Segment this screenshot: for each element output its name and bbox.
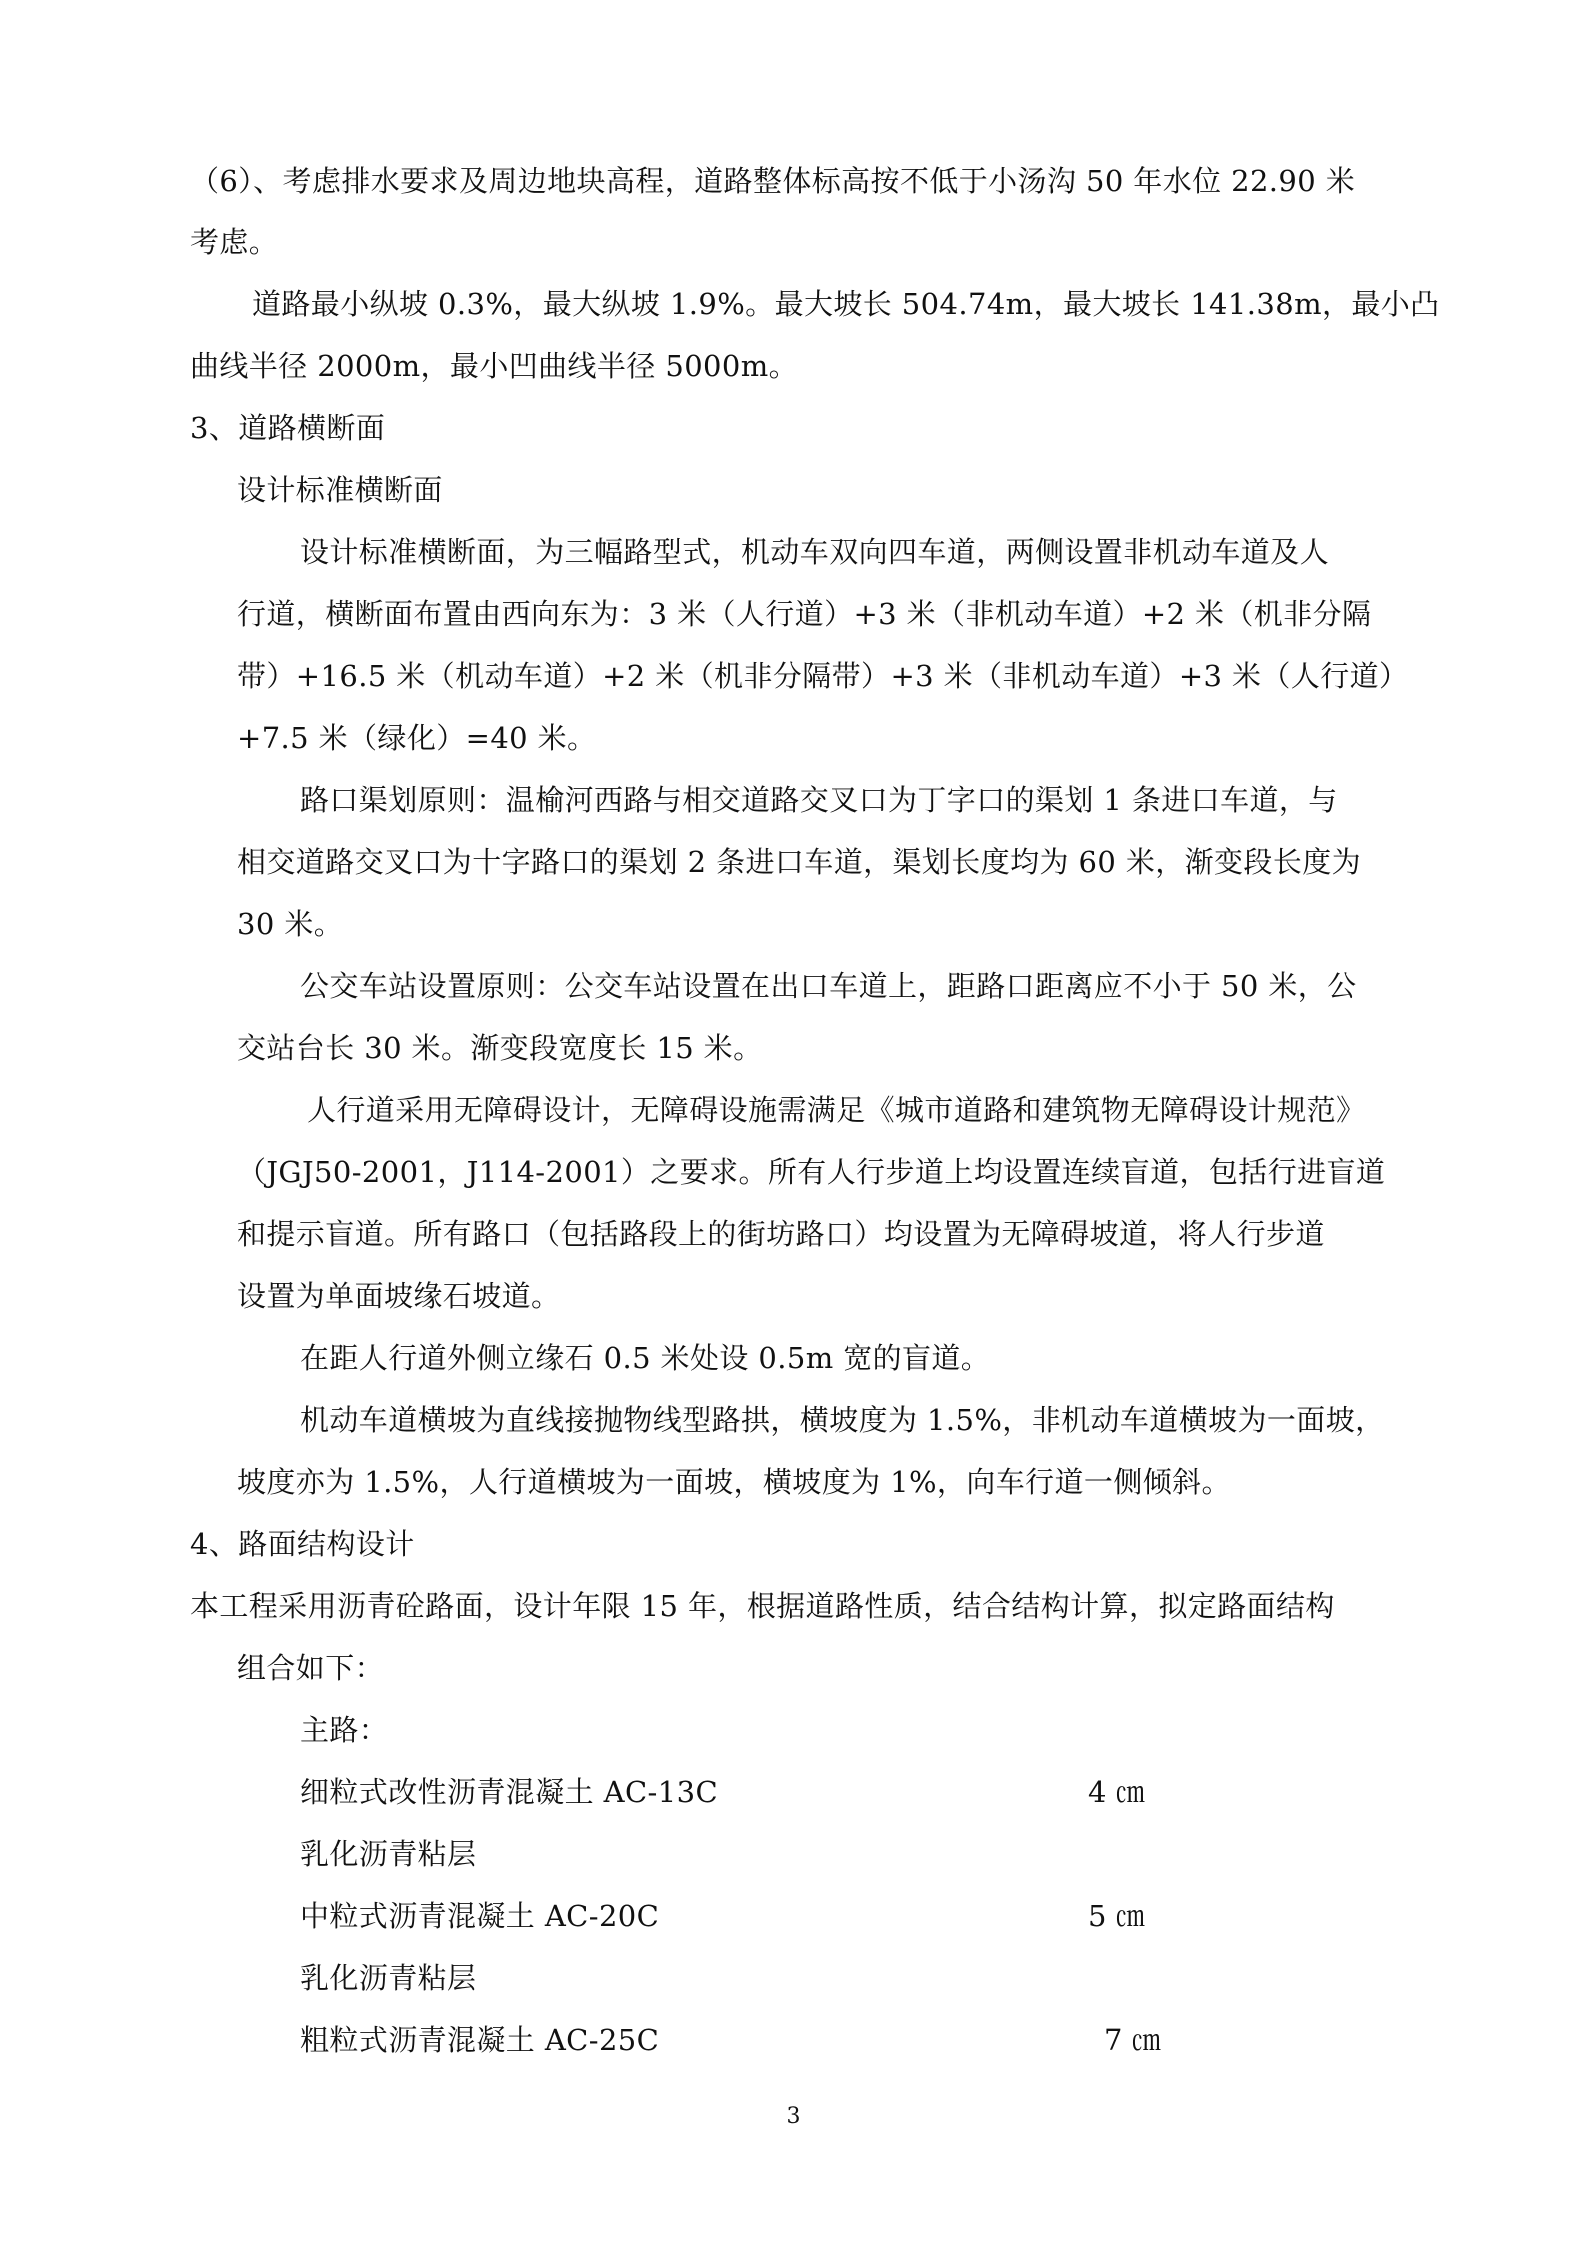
page-number: 3 — [786, 2104, 801, 2129]
standard-line-1: 设计标准横断面，为三幅路型式，机动车双向四车道，两侧设置非机动车道及人 — [300, 535, 1330, 569]
layer-thickness: 7 ㎝ — [1104, 2023, 1161, 2057]
accessible-line-2: （JGJ50-2001，J114-2001）之要求。所有人行步道上均设置连续盲道，包括行进盲道 — [237, 1155, 1386, 1189]
drainage-line-1: （6）、考虑排水要求及周边地块高程，道路整体标高按不低于小汤沟 50 年水位 22.90 米 — [190, 164, 1356, 198]
slope-line-1: 道路最小纵坡 0.3%，最大纵坡 1.9%。最大坡长 504.74m，最大坡长 141.38m，最小凸 — [252, 287, 1440, 321]
pavement-line-2: 组合如下： — [237, 1651, 385, 1685]
layer-name: 粗粒式沥青混凝土 AC-25C — [300, 2023, 660, 2057]
intersection-line-1: 路口渠划原则：温榆河西路与相交道路交叉口为丁字口的渠划 1 条进口车道，与 — [300, 783, 1338, 817]
layer-thickness: 4 ㎝ — [1088, 1775, 1145, 1809]
tactile-line: 在距人行道外侧立缘石 0.5 米处设 0.5m 宽的盲道。 — [300, 1341, 991, 1375]
pavement-line-1: 本工程采用沥青砼路面，设计年限 15 年，根据道路性质，结合结构计算，拟定路面结构 — [190, 1589, 1335, 1623]
bus-line-2: 交站台长 30 米。渐变段宽度长 15 米。 — [237, 1031, 763, 1065]
crossfall-line-2: 坡度亦为 1.5%，人行道横坡为一面坡，横坡度为 1%，向车行道一侧倾斜。 — [237, 1465, 1231, 1499]
accessible-line-4: 设置为单面坡缘石坡道。 — [237, 1279, 561, 1313]
slope-line-2: 曲线半径 2000m，最小凹曲线半径 5000m。 — [190, 349, 799, 383]
crossfall-line-1: 机动车道横坡为直线接抛物线型路拱，横坡度为 1.5%，非机动车道横坡为一面坡， — [300, 1403, 1385, 1437]
layer-name: 乳化沥青粘层 — [300, 1837, 477, 1871]
layer-name: 中粒式沥青混凝土 AC-20C — [300, 1899, 660, 1933]
subheading-standard-section: 设计标准横断面 — [237, 473, 443, 507]
layer-name: 乳化沥青粘层 — [300, 1961, 477, 1995]
standard-line-4: +7.5 米（绿化）=40 米。 — [237, 721, 597, 755]
drainage-line-2: 考虑。 — [190, 225, 279, 259]
heading-cross-section: 3、道路横断面 — [190, 411, 386, 445]
accessible-line-3: 和提示盲道。所有路口（包括路段上的街坊路口）均设置为无障碍坡道，将人行步道 — [237, 1217, 1325, 1251]
standard-line-3: 带）+16.5 米（机动车道）+2 米（机非分隔带）+3 米（非机动车道）+3 米（人行道） — [237, 659, 1409, 693]
heading-pavement: 4、路面结构设计 — [190, 1527, 415, 1561]
layer-name: 细粒式改性沥青混凝土 AC-13C — [300, 1775, 719, 1809]
standard-line-2: 行道，横断面布置由西向东为：3 米（人行道）+3 米（非机动车道）+2 米（机非分隔 — [237, 597, 1372, 631]
bus-line-1: 公交车站设置原则：公交车站设置在出口车道上，距路口距离应不小于 50 米，公 — [300, 969, 1357, 1003]
main-road-label: 主路： — [300, 1713, 389, 1747]
intersection-line-2: 相交道路交叉口为十字路口的渠划 2 条进口车道，渠划长度均为 60 米，渐变段长度为 — [237, 845, 1362, 879]
accessible-line-1: 人行道采用无障碍设计，无障碍设施需满足《城市道路和建筑物无障碍设计规范》 — [307, 1093, 1366, 1127]
intersection-line-3: 30 米。 — [237, 907, 344, 941]
layer-thickness: 5 ㎝ — [1088, 1899, 1145, 1933]
